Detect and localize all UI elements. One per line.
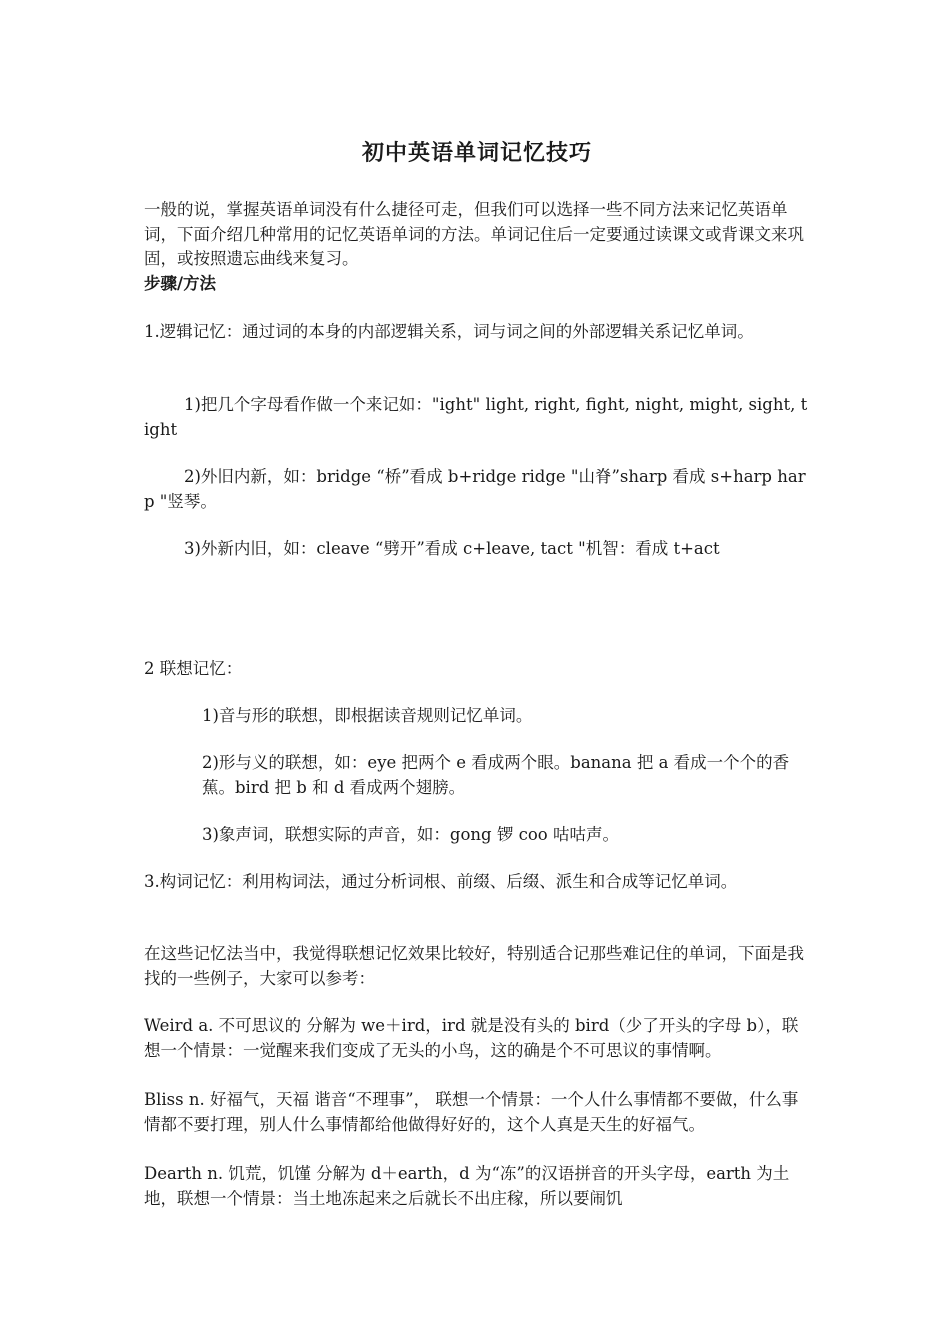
steps-heading: 步骤/方法 [144, 274, 217, 293]
intro-paragraph: 一般的说，掌握英语单词没有什么捷径可走，但我们可以选择一些不同方法来记忆英语单词，下面介绍几种常用的记忆英语单词的方法。单词记住后一定要通过读课文或背课文来巩固，或按照遗忘曲线来复习。 [144, 200, 804, 268]
logic-item-1: 1)把几个字母看作做一个来记如："ight" light, right, fight, night, might, sight, tight [144, 395, 808, 439]
section-word-formation: 3.构词记忆：利用构词法，通过分析词根、前缀、后缀、派生和合成等记忆单词。 [144, 872, 738, 891]
section-logic-memory: 1.逻辑记忆：通过词的本身的内部逻辑关系，词与词之间的外部逻辑关系记忆单词。 [144, 322, 754, 341]
association-item-2: 2)形与义的联想，如：eye 把两个 e 看成两个眼。banana 把 a 看成一个个的香蕉。bird 把 b 和 d 看成两个翅膀。 [202, 753, 790, 797]
document-title: 初中英语单词记忆技巧 [361, 140, 592, 166]
example-dearth: Dearth n. 饥荒，饥馑 分解为 d＋earth，d 为“冻”的汉语拼音的开头字母，earth 为土地，联想一个情景：当土地冻起来之后就长不出庄稼，所以要闹饥 [144, 1164, 790, 1208]
logic-item-3: 3)外新内旧，如：cleave “劈开”看成 c+leave, tact "机智：看成 t+act [184, 539, 720, 558]
association-item-1: 1)音与形的联想，即根据读音规则记忆单词。 [202, 706, 533, 725]
logic-item-2: 2)外旧内新，如：bridge “桥”看成 b+ridge ridge "山脊”sharp 看成 s+harp harp "竖琴。 [144, 467, 806, 511]
example-weird: Weird a. 不可思议的 分解为 we＋ird，ird 就是没有头的 bird（少了开头的字母 b），联想一个情景：一觉醒来我们变成了无头的小鸟，这的确是个不可思议的事情啊。 [144, 1016, 799, 1060]
association-item-3: 3)象声词，联想实际的声音，如：gong 锣 coo 咕咕声。 [202, 825, 619, 844]
examples-intro-paragraph: 在这些记忆法当中，我觉得联想记忆效果比较好，特别适合记那些难记住的单词，下面是我找的一些例子，大家可以参考： [144, 944, 804, 988]
section-association-memory: 2 联想记忆： [144, 659, 243, 678]
example-bliss: Bliss n. 好福气，天福 谐音“不理事”， 联想一个情景：一个人什么事情都不要做，什么事情都不要打理，别人什么事情都给他做得好好的，这个人真是天生的好福气。 [144, 1090, 799, 1134]
